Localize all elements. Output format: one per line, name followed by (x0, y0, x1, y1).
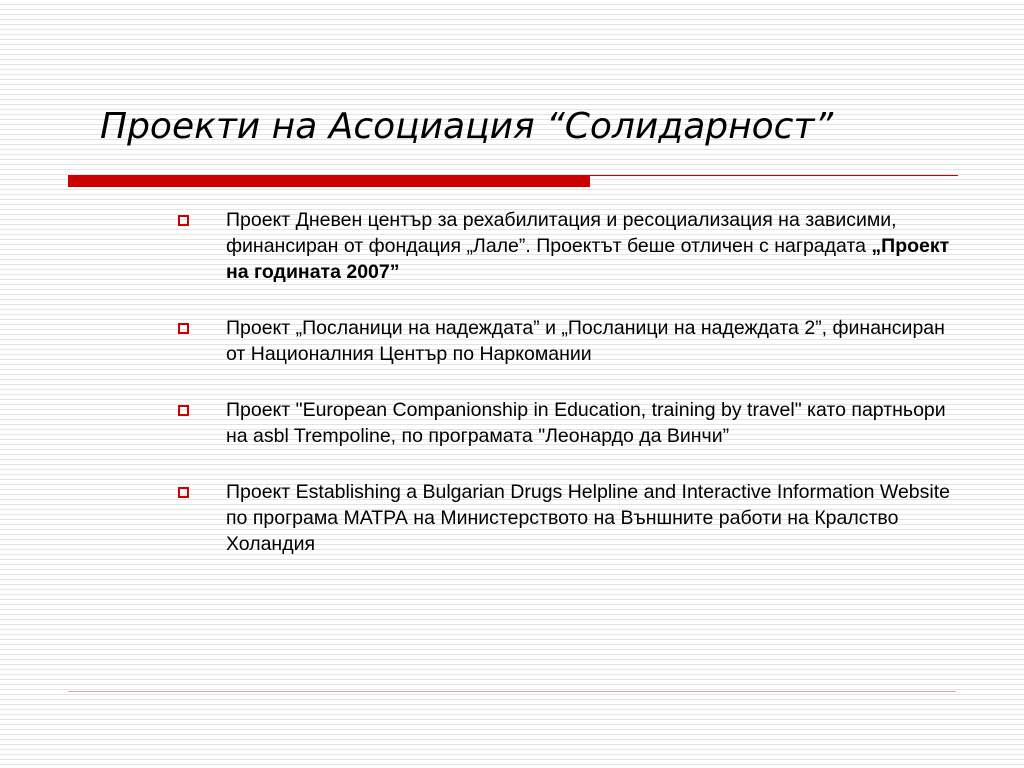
project-item-text (226, 209, 949, 283)
project-item-drugs-helpline (176, 479, 966, 557)
project-description: Проект Дневен център за рехабилитация и ресоциализация на зависими, финансиран от фондация „Лале”. Проектът беше отличен с наградата (226, 209, 897, 257)
hollow-square-icon (178, 405, 189, 416)
footer-divider (68, 691, 956, 692)
project-item-day-center (176, 207, 966, 285)
award-name: „Проект на годината 2007” (226, 235, 950, 283)
project-item-text: Проект Establishing a Bulgarian Drugs Helpline and Interactive Information Website по програма МАТРА на Министерството на Външните работи на Кралство Холандия (226, 481, 950, 555)
hollow-square-icon (178, 487, 189, 498)
hollow-square-icon (178, 215, 189, 226)
project-item-european-companionship (176, 397, 966, 449)
project-item-text: Проект „Посланици на надеждата” и „Посланици на надеждата 2”, финансиран от Националния Център по Наркомании (226, 317, 945, 365)
slide-title: Проекти на Асоциация “Солидарност” (100, 106, 834, 147)
project-list (176, 207, 966, 587)
hollow-square-icon (178, 323, 189, 334)
title-divider-thick (68, 176, 590, 187)
project-item-text: Проект "European Companionship in Education, training by travel" като партньори на asbl Trempoline, по програмата "Леонардо да Винчи” (226, 399, 946, 447)
project-item-ambassadors-of-hope (176, 315, 966, 367)
